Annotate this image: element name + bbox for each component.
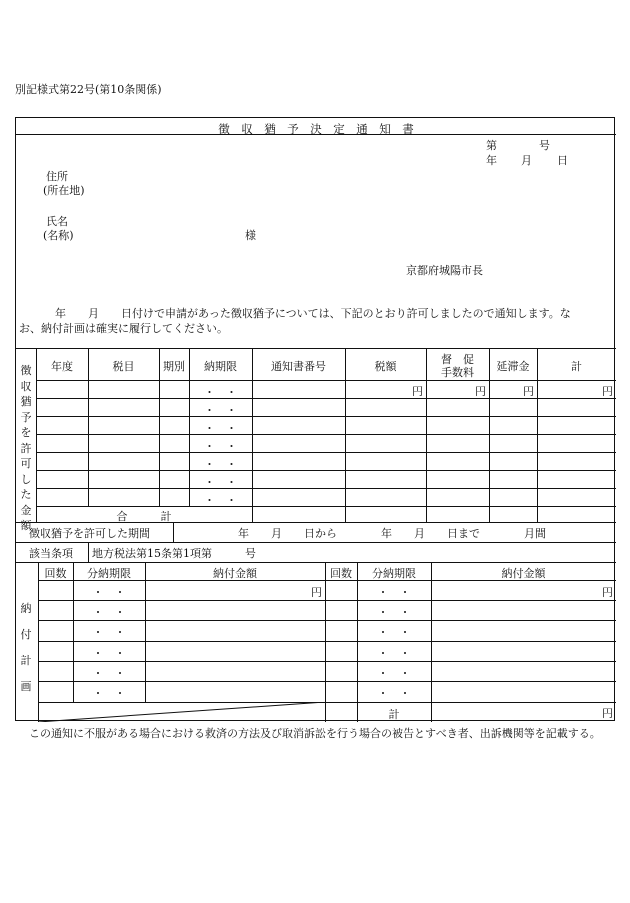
col-tsuchisho: 通知書番号 [271,360,326,373]
address-sub-label: (所在地) [43,184,85,197]
col-zeigaku: 税額 [374,360,397,373]
yen-kei: 円 [602,385,613,398]
doc-date-year: 年 [486,154,497,167]
col-tokusoku-2: 手数料 [441,366,474,379]
doc-date-month: 月 [521,154,532,167]
plan-date-dots-right: ・ ・ [377,606,411,619]
honorific-sama: 様 [245,229,256,242]
name-sub-label: (名称) [43,229,74,242]
doc-date-day: 日 [557,154,568,167]
plan-col-kigen-right: 分納期限 [372,567,416,580]
plan-date-dots-right: ・ ・ [377,647,411,660]
body-text-line2: お、納付計画は確実に履行してください。 [19,322,228,335]
form-title: 徴 収 猶 予 決 定 通 知 書 [218,122,414,136]
plan-date-dots-right: ・ ・ [377,667,411,680]
amount-total-label: 合 計 [116,510,172,523]
plan-col-kingaku-right: 納付金額 [501,567,546,580]
plan-date-dots-left: ・ ・ [92,586,126,599]
plan-date-dots-left: ・ ・ [92,647,126,660]
plan-col-kigen-left: 分納期限 [87,567,131,580]
period-label: 徴収猶予を許可した期間 [29,527,150,540]
col-nendo: 年度 [51,360,73,373]
date-dots: ・ ・ [204,458,237,471]
date-dots: ・ ・ [204,476,237,489]
plan-date-dots-left: ・ ・ [92,687,126,700]
plan-total-yen: 円 [602,707,613,720]
plan-yen-left: 円 [311,586,322,599]
date-dots: ・ ・ [204,386,237,399]
plan-col-kingaku-left: 納付金額 [213,567,257,580]
clause-text: 地方税法第15条第1項第 号 [92,547,256,560]
col-nounokigen: 納期限 [204,360,237,373]
col-tokusoku-1: 督 促 [441,353,474,366]
body-text-line1: 年 月 日付けで申請があった徴収猶予については、下記のとおり許可しましたので通知します。な [44,307,571,320]
plan-date-dots-right: ・ ・ [377,687,411,700]
period-text: 年 月 日から 年 月 日まで 月間 [238,527,546,540]
address-label: 住所 [46,170,68,183]
yen-entaikin: 円 [523,385,534,398]
col-zeimoku: 税目 [112,360,135,373]
date-dots: ・ ・ [204,404,237,417]
doc-number-label: 第 [486,139,497,152]
plan-date-dots-left: ・ ・ [92,667,126,680]
col-kei: 計 [571,360,582,373]
amount-side-label: 徴 収 猶 予 を 許 可 し た 金 額 [20,364,32,532]
strike-diagonal [38,702,325,722]
name-label: 氏名 [46,215,68,228]
plan-date-dots-left: ・ ・ [92,606,126,619]
plan-date-dots-right: ・ ・ [377,626,411,639]
yen-tokusoku: 円 [475,385,486,398]
plan-col-kaisu-right: 回数 [330,567,352,580]
plan-col-kaisu-left: 回数 [44,567,67,580]
col-entaikin: 延滞金 [496,360,530,373]
plan-side-label: 納 付 計 画 [20,602,32,693]
plan-date-dots-left: ・ ・ [92,626,126,639]
clause-label: 該当条項 [29,547,73,560]
issuer-name: 京都府城陽市長 [406,264,483,277]
plan-yen-right: 円 [602,586,613,599]
plan-date-dots-right: ・ ・ [377,586,411,599]
yen-zeigaku: 円 [412,385,423,398]
col-kibetsu: 期別 [163,360,185,373]
plan-total-label: 計 [388,708,400,721]
doc-number-suffix: 号 [539,139,550,152]
form-number-note: 別記様式第22号(第10条関係) [15,83,162,96]
footer-note: この通知に不服がある場合における救済の方法及び取消訴訟を行う場合の被告とすべき者、出訴機関等を記載する。 [29,727,601,740]
date-dots: ・ ・ [204,440,237,453]
date-dots: ・ ・ [204,494,237,507]
notice-form [15,117,615,721]
date-dots: ・ ・ [204,422,237,435]
